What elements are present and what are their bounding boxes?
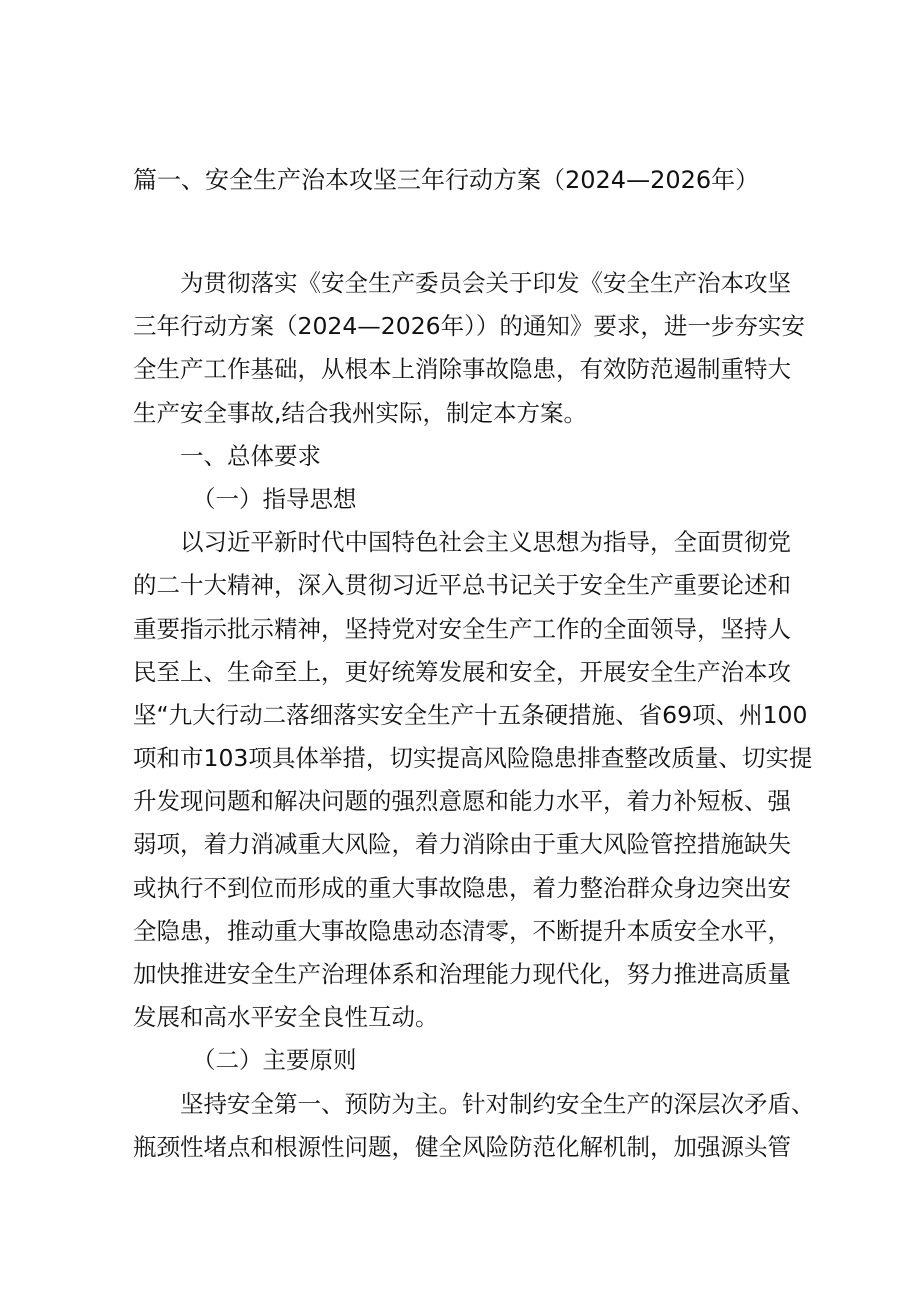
paragraph-line: 坚持安全第一、预防为主。针对制约安全生产的深层次矛盾、 (180, 1089, 815, 1118)
subsection-heading: （二）主要原则 (192, 1046, 357, 1075)
paragraph-line: 或执行不到位而形成的重大事故隐患，着力整治群众身边突出安 (133, 873, 791, 902)
paragraph-line: 全隐患，推动重大事故隐患动态清零，不断提升本质安全水平， (133, 916, 791, 945)
paragraph-line: 全生产工作基础，从根本上消除事故隐患，有效防范遏制重特大 (133, 355, 791, 384)
paragraph-line: 升发现问题和解决问题的强烈意愿和能力水平，着力补短板、强 (133, 787, 791, 816)
paragraph-line: 为贯彻落实《安全生产委员会关于印发《安全生产治本攻坚 (180, 269, 791, 297)
paragraph-line: 弱项，着力消减重大风险，着力消除由于重大风险管控措施缺失 (133, 830, 791, 859)
paragraph-line: 项和市103项具体举措，切实提高风险隐患排查整改质量、切实提 (133, 744, 813, 773)
paragraph-line: 的二十大精神，深入贯彻习近平总书记关于安全生产重要论述和 (133, 571, 791, 600)
paragraph-line: 坚“九大行动二落细落实安全生产十五条硬措施、省69项、州100 (133, 700, 808, 729)
paragraph-line: 重要指示批示精神，坚持党对安全生产工作的全面领导，坚持人 (133, 614, 791, 643)
paragraph-line: 以习近平新时代中国特色社会主义思想为指导，全面贯彻党 (180, 528, 791, 557)
document-title: 篇一、安全生产治本攻坚三年行动方案（2024—2026年） (133, 166, 760, 194)
paragraph-line: 三年行动方案（2024—2026年））的通知》要求，进一步夯实安 (133, 312, 805, 341)
paragraph-line: 加快推进安全生产治理体系和治理能力现代化，努力推进高质量 (133, 960, 791, 988)
document-body (133, 262, 815, 1169)
paragraph-line: 民至上、生命至上，更好统筹发展和安全，开展安全生产治本攻 (133, 657, 791, 686)
subsection-heading: （一）指导思想 (192, 484, 357, 513)
paragraph-line: 发展和高水平安全良性互动。 (133, 1003, 439, 1032)
paragraph-line: 生产安全事故,结合我州实际，制定本方案。 (133, 398, 587, 427)
section-heading: 一、总体要求 (180, 441, 321, 470)
paragraph-line: 瓶颈性堵点和根源性问题，健全风险防范化解机制，加强源头管 (133, 1132, 791, 1161)
